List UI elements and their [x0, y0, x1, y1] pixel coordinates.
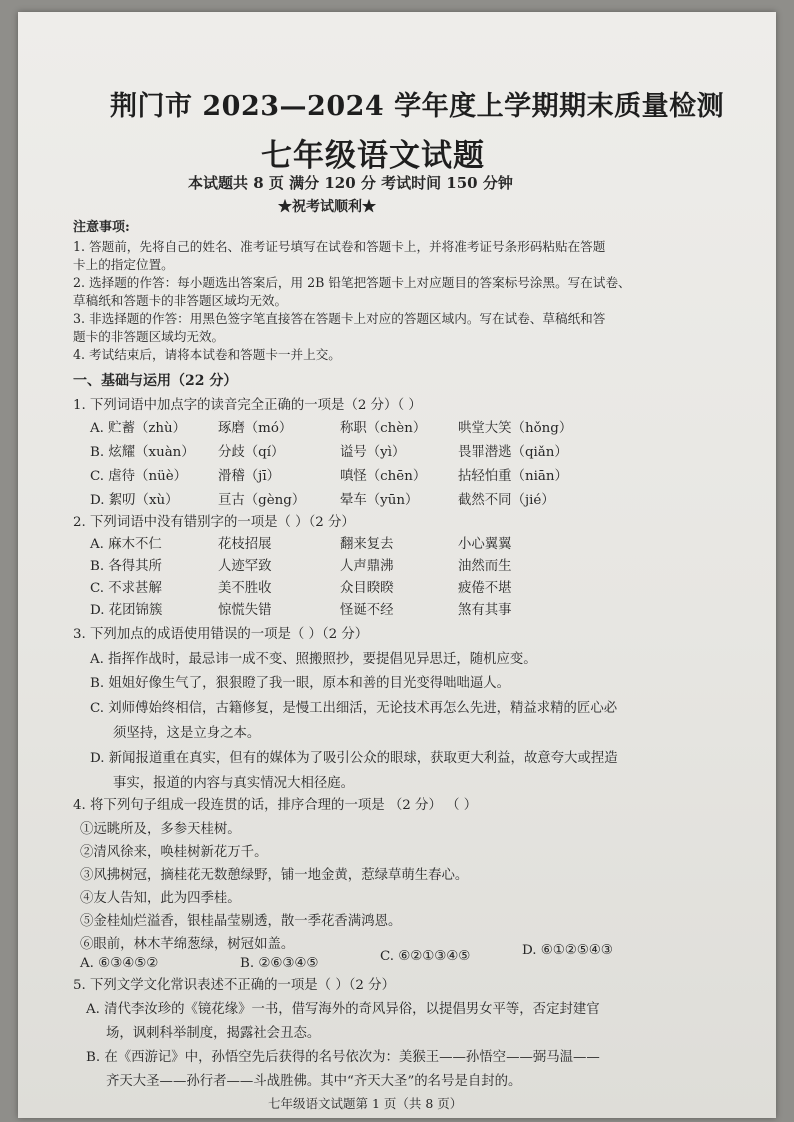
exam-paper: [18, 12, 776, 1118]
q2-option-cell: 花枝招展: [218, 537, 272, 552]
q3-option-line: A. 指挥作战时，最忌讳一成不变、照搬照抄，要提倡见异思迁，随机应变。: [90, 652, 537, 667]
q4-sentence: ④友人告知，此为四季桂。: [80, 891, 241, 906]
q1-option-cell: 亘古（gèng）: [218, 493, 306, 508]
notice-line: 3. 非选择题的作答：用黑色签字笔直接答在答题卡上对应的答题区域内。写在试卷、草稿纸和答: [73, 311, 606, 326]
q1-option-cell: C. 虐待（nüè）: [90, 469, 188, 484]
q1-option-cell: B. 炫耀（xuàn）: [90, 445, 195, 460]
q5-option-line: 场，讽刺科举制度，揭露社会丑态。: [106, 1026, 321, 1041]
q5-option-line: A. 清代李汝珍的《镜花缘》一书，借写海外的奇风异俗，以提倡男女平等，否定封建官: [86, 1002, 600, 1017]
q5-option-line: B. 在《西游记》中，孙悟空先后获得的名号依次为：美猴王——孙悟空——弼马温——: [86, 1050, 600, 1065]
exam-title: 荆门市 2023—2024 学年度上学期期末质量检测: [110, 91, 725, 122]
q3-option-line: 事实，报道的内容与真实情况大相径庭。: [113, 776, 355, 791]
q3-option-line: 须坚持，这是立身之本。: [113, 726, 261, 741]
q1-option-cell: A. 贮蓄（zhù）: [90, 421, 187, 436]
notice-heading: 注意事项:: [73, 220, 130, 235]
q1-option-cell: 晕车（yūn）: [340, 493, 419, 508]
q5-option-line: 齐天大圣——孙行者——斗战胜佛。其中“齐天大圣”的名号是自封的。: [106, 1074, 522, 1089]
q2-option-cell: C. 不求甚解: [90, 581, 162, 596]
q2-option-cell: 怪诞不经: [340, 603, 394, 618]
q1-option-cell: 分歧（qí）: [218, 445, 285, 460]
exam-subtitle: 七年级语文试题: [261, 138, 485, 174]
question-3-stem: 3. 下列加点的成语使用错误的一项是（ ）（2 分）: [73, 627, 369, 642]
q3-option-line: B. 姐姐好像生气了，狠狠瞪了我一眼，原本和善的目光变得咄咄逼人。: [90, 676, 511, 691]
question-4-stem: 4. 将下列句子组成一段连贯的话，排序合理的一项是 （2 分） （ ）: [73, 798, 478, 813]
notice-line: 草稿纸和答题卡的非答题区域均无效。: [73, 293, 288, 308]
q2-option-cell: 众目睽睽: [340, 581, 394, 596]
q4-option: D. ⑥①②⑤④③: [522, 943, 613, 958]
q2-option-cell: B. 各得其所: [90, 559, 162, 574]
exam-info: 本试题共 8 页 满分 120 分 考试时间 150 分钟: [188, 174, 513, 192]
q3-option-line: D. 新闻报道重在真实，但有的媒体为了吸引公众的眼球，获取更大利益，故意夸大或捏造: [90, 751, 618, 766]
notice-line: 卡上的指定位置。: [73, 257, 174, 272]
q4-sentence: ①远眺所及，多参天桂树。: [80, 822, 241, 837]
q4-sentence: ⑥眼前，林木芊绵葱绿，树冠如盖。: [80, 937, 295, 952]
q1-option-cell: 琢磨（mó）: [218, 421, 293, 436]
q3-option-line: C. 刘师傅始终相信，古籍修复，是慢工出细活，无论技术再怎么先进，精益求精的匠心必: [90, 701, 618, 716]
q1-option-cell: D. 絮叨（xù）: [90, 493, 179, 508]
q1-option-cell: 谥号（yì）: [340, 445, 406, 460]
q1-option-cell: 滑稽（jī）: [218, 469, 280, 484]
section-heading: 一、基础与运用（22 分）: [73, 373, 238, 389]
question-1-stem: 1. 下列词语中加点字的读音完全正确的一项是（2 分）（ ）: [73, 398, 422, 413]
exam-wish: ★祝考试顺利★: [278, 199, 376, 215]
q1-option-cell: 哄堂大笑（hǒng）: [458, 421, 573, 436]
q2-option-cell: 美不胜收: [218, 581, 272, 596]
q2-option-cell: 疲倦不堪: [458, 581, 512, 596]
q2-option-cell: 人迹罕致: [218, 559, 272, 574]
q1-option-cell: 畏罪潜逃（qiǎn）: [458, 445, 568, 460]
q2-option-cell: 人声鼎沸: [340, 559, 394, 574]
q2-option-cell: D. 花团锦簇: [90, 603, 163, 618]
q2-option-cell: 小心翼翼: [458, 537, 512, 552]
question-5-stem: 5. 下列文学文化常识表述不正确的一项是（ ）（2 分）: [73, 978, 395, 993]
notice-line: 4. 考试结束后，请将本试卷和答题卡一并上交。: [73, 347, 341, 362]
q2-option-cell: A. 麻木不仁: [90, 537, 162, 552]
q1-option-cell: 嗔怪（chēn）: [340, 469, 427, 484]
q2-option-cell: 煞有其事: [458, 603, 512, 618]
question-2-stem: 2. 下列词语中没有错别字的一项是（ ）（2 分）: [73, 515, 355, 530]
notice-line: 2. 选择题的作答：每小题选出答案后，用 2B 铅笔把答题卡上对应题目的答案标号涂黑。写在试卷、: [73, 275, 631, 290]
q4-sentence: ③风拂树冠，摘桂花无数憩绿野，铺一地金黄，惹绿草萌生春心。: [80, 868, 469, 883]
q2-option-cell: 油然而生: [458, 559, 512, 574]
q1-option-cell: 拈轻怕重（niān）: [458, 469, 568, 484]
q4-option: A. ⑥③④⑤②: [80, 956, 159, 971]
q4-option: C. ⑥②①③④⑤: [380, 949, 471, 964]
q1-option-cell: 截然不同（jié）: [458, 493, 555, 508]
q4-sentence: ⑤金桂灿烂溢香，银桂晶莹剔透，散一季花香满鸿恩。: [80, 914, 402, 929]
q2-option-cell: 翻来复去: [340, 537, 394, 552]
notice-line: 题卡的非答题区域均无效。: [73, 329, 225, 344]
page-footer: 七年级语文试题第 1 页（共 8 页）: [268, 1096, 463, 1111]
q4-option: B. ②⑥③④⑤: [240, 956, 319, 971]
q1-option-cell: 称职（chèn）: [340, 421, 427, 436]
q4-sentence: ②清风徐来，唤桂树新花万千。: [80, 845, 268, 860]
q2-option-cell: 惊慌失错: [218, 603, 272, 618]
notice-line: 1. 答题前，先将自己的姓名、准考证号填写在试卷和答题卡上，并将准考证号条形码粘贴在答题: [73, 239, 606, 254]
